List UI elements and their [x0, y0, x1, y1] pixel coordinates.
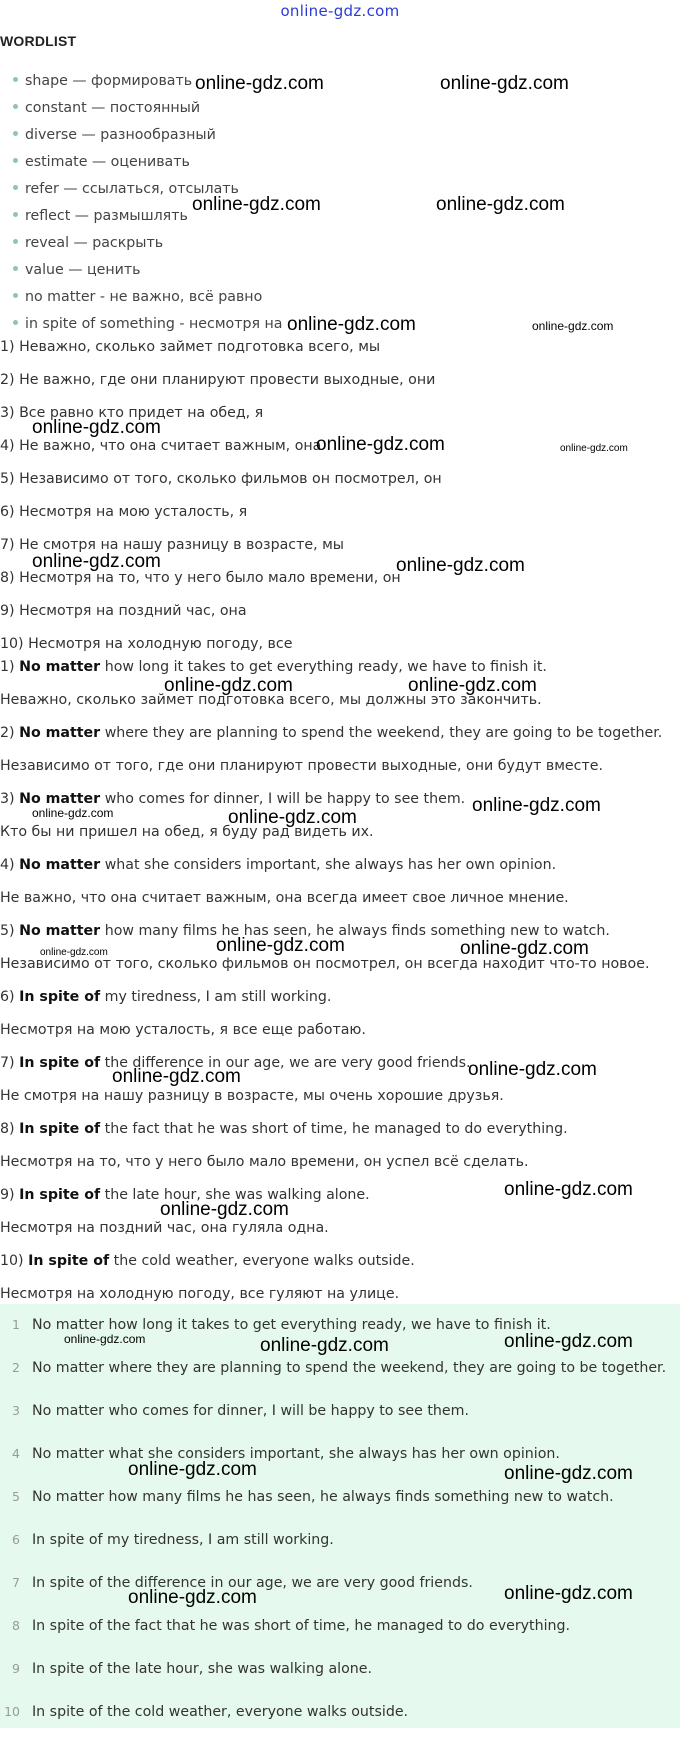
answer-rest: where they are planning to spend the weekend, they are going to be together.	[100, 725, 663, 741]
item-number: 2	[12, 1360, 20, 1375]
prompt-item: 7) Не смотря на нашу разницу в возрасте, мы	[0, 537, 344, 553]
final-answer-item	[0, 1395, 666, 1438]
wordlist-item-text: shape — формировать	[25, 73, 193, 89]
wordlist-item	[12, 95, 283, 122]
watermark: online-gdz.com	[440, 73, 569, 94]
answer-number: 5)	[0, 923, 15, 939]
bullet-icon	[13, 320, 18, 325]
watermark: online-gdz.com	[460, 938, 589, 959]
item-number: 5	[12, 1489, 20, 1504]
answer-rest: my tiredness, I am still working.	[100, 989, 332, 1005]
watermark: online-gdz.com	[40, 947, 108, 958]
final-answer-item	[0, 1524, 666, 1567]
watermark: online-gdz.com	[560, 443, 628, 454]
wordlist-item-text: value — ценить	[25, 262, 141, 278]
answer-number: 3)	[0, 791, 15, 807]
wordlist-item-text: reveal — раскрыть	[25, 235, 164, 251]
answer-number: 6)	[0, 989, 15, 1005]
answer-ru: Кто бы ни пришел на обед, я буду рад видеть их.	[0, 824, 374, 840]
prompt-item: 9) Несмотря на поздний час, она	[0, 603, 247, 619]
watermark: online-gdz.com	[504, 1179, 633, 1200]
final-answer-list	[0, 1309, 666, 1739]
final-answer-item	[0, 1481, 666, 1524]
watermark: online-gdz.com	[504, 1463, 633, 1484]
answer-ru: Несмотря на то, что у него было мало времени, он успел всё сделать.	[0, 1154, 529, 1170]
answer-rest: the difference in our age, we are very good friends.	[100, 1055, 471, 1071]
answer-number: 4)	[0, 857, 15, 873]
answer-key-phrase: In spite of	[19, 989, 101, 1005]
wordlist-item-text: no matter - не важно, всё равно	[25, 289, 263, 305]
item-number: 10	[4, 1704, 20, 1719]
watermark: online-gdz.com	[316, 434, 445, 455]
answer-number: 1)	[0, 659, 15, 675]
watermark: online-gdz.com	[287, 314, 416, 335]
wordlist-item	[12, 284, 283, 311]
wordlist-item	[12, 149, 283, 176]
answer-key-phrase: No matter	[19, 725, 101, 741]
final-answer-text: In spite of the cold weather, everyone walks outside.	[32, 1704, 409, 1720]
wordlist-item	[12, 257, 283, 284]
answer-number: 9)	[0, 1187, 15, 1203]
watermark: online-gdz.com	[260, 1335, 389, 1356]
answer-en	[0, 651, 662, 684]
final-answer-text: In spite of the difference in our age, we are very good friends.	[32, 1575, 473, 1591]
prompt-item: 3) Все равно кто придет на обед, я	[0, 405, 264, 421]
answer-ru: Несмотря на холодную погоду, все гуляют на улице.	[0, 1286, 400, 1302]
final-answer-item	[0, 1352, 666, 1395]
item-number: 8	[12, 1618, 20, 1633]
bullet-icon	[13, 77, 18, 82]
watermark: online-gdz.com	[32, 417, 161, 438]
wordlist-item-text: constant — постоянный	[25, 100, 201, 116]
bullet-icon	[13, 212, 18, 217]
final-answer-text: In spite of my tiredness, I am still working.	[32, 1532, 334, 1548]
prompt-item: 10) Несмотря на холодную погоду, все	[0, 636, 293, 652]
item-number: 4	[12, 1446, 20, 1461]
watermark: online-gdz.com	[195, 73, 324, 94]
answer-ru: Не смотря на нашу разницу в возрасте, мы очень хорошие друзья.	[0, 1088, 504, 1104]
answer-rest: what she considers important, she always has her own opinion.	[100, 857, 557, 873]
final-answer-text: No matter where they are planning to spend the weekend, they are going to be together.	[32, 1360, 667, 1376]
watermark: online-gdz.com	[396, 555, 525, 576]
answer-en	[0, 717, 662, 750]
item-number: 7	[12, 1575, 20, 1590]
answer-number: 7)	[0, 1055, 15, 1071]
watermark: online-gdz.com	[32, 806, 114, 820]
watermark: online-gdz.com	[216, 935, 345, 956]
answer-en	[0, 1245, 662, 1278]
prompt-item: 4) Не важно, что она считает важным, она	[0, 438, 322, 454]
watermark: online-gdz.com	[436, 194, 565, 215]
answer-ru: Несмотря на мою усталость, я все еще работаю.	[0, 1022, 366, 1038]
item-number: 6	[12, 1532, 20, 1547]
answer-key-phrase: In spite of	[19, 1121, 101, 1137]
final-answer-text: No matter what she considers important, she always has her own opinion.	[32, 1446, 560, 1462]
watermark: online-gdz.com	[472, 795, 601, 816]
watermark: online-gdz.com	[468, 1059, 597, 1080]
watermark: online-gdz.com	[504, 1583, 633, 1604]
item-number: 3	[12, 1403, 20, 1418]
answer-ru: Не важно, что она считает важным, она всегда имеет свое личное мнение.	[0, 890, 569, 906]
answer-number: 2)	[0, 725, 15, 741]
prompt-item: 5) Независимо от того, сколько фильмов он посмотрел, он	[0, 471, 442, 487]
answer-key-phrase: In spite of	[28, 1253, 110, 1269]
bullet-icon	[13, 293, 18, 298]
item-number: 1	[12, 1317, 20, 1332]
answer-ru: Независимо от того, где они планируют провести выходные, они будут вместе.	[0, 758, 603, 774]
bullet-icon	[13, 131, 18, 136]
watermark: online-gdz.com	[504, 1331, 633, 1352]
answer-rest: the cold weather, everyone walks outside.	[109, 1253, 415, 1269]
answer-rest: how many films he has seen, he always finds something new to watch.	[100, 923, 610, 939]
final-answer-text: No matter how many films he has seen, he always finds something new to watch.	[32, 1489, 614, 1505]
final-answer-text: No matter how long it takes to get everything ready, we have to finish it.	[32, 1317, 551, 1333]
answer-ru: Неважно, сколько займет подготовка всего, мы должны это закончить.	[0, 692, 542, 708]
prompt-list	[0, 331, 442, 661]
answer-key-phrase: No matter	[19, 659, 101, 675]
final-answer-item	[0, 1653, 666, 1696]
watermark: online-gdz.com	[112, 1066, 241, 1087]
answer-key-phrase: No matter	[19, 857, 101, 873]
prompt-item: 2) Не важно, где они планируют провести выходные, они	[0, 372, 436, 388]
answer-rest: the fact that he was short of time, he managed to do everything.	[100, 1121, 568, 1137]
answer-rest: the late hour, she was walking alone.	[100, 1187, 370, 1203]
final-answer-item	[0, 1696, 666, 1739]
bullet-icon	[13, 266, 18, 271]
answer-en	[0, 849, 662, 882]
watermark: online-gdz.com	[128, 1459, 257, 1480]
bullet-icon	[13, 104, 18, 109]
final-answer-text: No matter who comes for dinner, I will be happy to see them.	[32, 1403, 469, 1419]
answer-key-phrase: No matter	[19, 791, 101, 807]
watermark: online-gdz.com	[192, 194, 321, 215]
final-answer-item	[0, 1610, 666, 1653]
site-header-link[interactable]: online-gdz.com	[280, 2, 400, 20]
final-answer-text: In spite of the fact that he was short of time, he managed to do everything.	[32, 1618, 571, 1634]
prompt-item: 8) Несмотря на то, что у него было мало времени, он	[0, 570, 401, 586]
wordlist-item-text: reflect — размышлять	[25, 208, 188, 224]
wordlist-item	[12, 122, 283, 149]
answer-key-phrase: In spite of	[19, 1055, 101, 1071]
answer-number: 10)	[0, 1253, 24, 1269]
bullet-icon	[13, 158, 18, 163]
answer-ru: Несмотря на поздний час, она гуляла одна.	[0, 1220, 329, 1236]
watermark: online-gdz.com	[160, 1199, 289, 1220]
answer-en	[0, 1113, 662, 1146]
answer-list	[0, 651, 662, 1311]
answer-ru: Независимо от того, сколько фильмов он посмотрел, он всегда находит что-то новое.	[0, 956, 650, 972]
wordlist-item-text: estimate — оценивать	[25, 154, 190, 170]
answer-key-phrase: In spite of	[19, 1187, 101, 1203]
bullet-icon	[13, 185, 18, 190]
watermark: online-gdz.com	[532, 319, 614, 333]
bullet-icon	[13, 239, 18, 244]
wordlist-item-text: in spite of something - несмотря на	[25, 316, 283, 332]
page-title: WORDLIST	[0, 33, 77, 49]
wordlist-item-text: diverse — разнообразный	[25, 127, 216, 143]
answer-rest: who comes for dinner, I will be happy to see them.	[100, 791, 466, 807]
final-answer-text: In spite of the late hour, she was walking alone.	[32, 1661, 373, 1677]
item-number: 9	[12, 1661, 20, 1676]
prompt-item: 1) Неважно, сколько займет подготовка всего, мы	[0, 339, 381, 355]
prompt-item: 6) Несмотря на мою усталость, я	[0, 504, 248, 520]
watermark: online-gdz.com	[228, 807, 357, 828]
watermark: online-gdz.com	[64, 1332, 146, 1346]
wordlist-item	[12, 230, 283, 257]
answer-en	[0, 981, 662, 1014]
watermark: online-gdz.com	[128, 1587, 257, 1608]
wordlist-item-text: refer — ссылаться, отсылать	[25, 181, 239, 197]
watermark: online-gdz.com	[408, 675, 537, 696]
answer-number: 8)	[0, 1121, 15, 1137]
watermark: online-gdz.com	[164, 675, 293, 696]
answer-rest: how long it takes to get everything ready, we have to finish it.	[100, 659, 547, 675]
watermark: online-gdz.com	[32, 551, 161, 572]
answer-key-phrase: No matter	[19, 923, 101, 939]
